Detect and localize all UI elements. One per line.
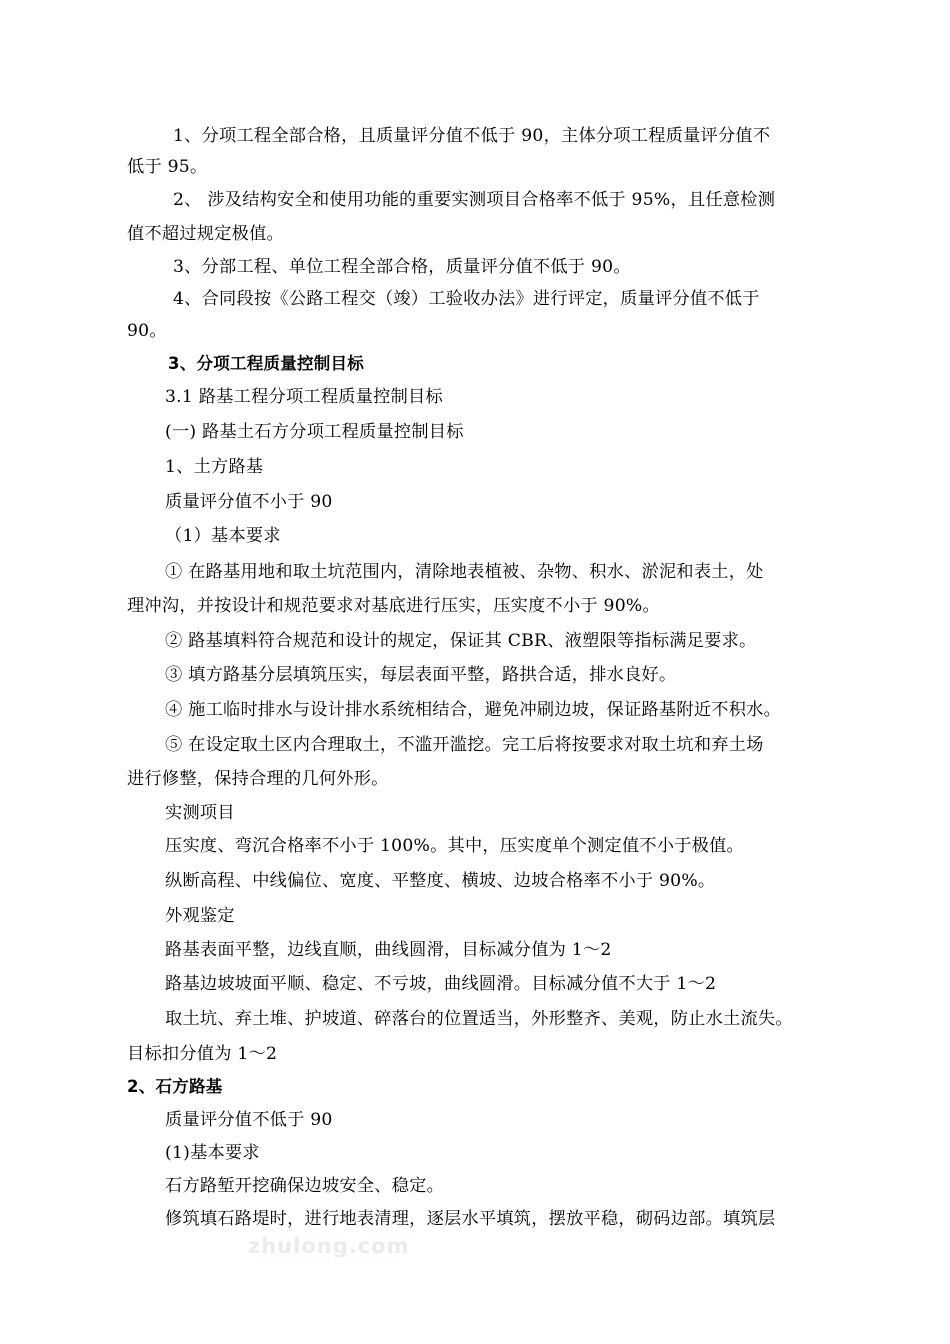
item-heading-rock-subgrade: 2、石方路基 <box>127 1077 223 1096</box>
rock-requirement-2: 修筑填石路堤时，进行地表清理，逐层水平填筑，摆放平稳，砌码边部。填筑层 <box>165 1209 776 1229</box>
appearance-borrow-pit-line-1: 取土坑、弃土堆、护坡道、碎落台的位置适当，外形整齐、美观，防止水土流失。 <box>165 1009 793 1029</box>
watermark-logo: zhulong.com <box>248 1234 410 1258</box>
criterion-2-line-2: 值不超过规定极值。 <box>127 224 284 244</box>
rock-requirement-1: 石方路堑开挖确保边坡安全、稳定。 <box>165 1176 445 1196</box>
appearance-heading: 外观鉴定 <box>165 906 235 926</box>
criterion-1-line-2: 低于 95。 <box>127 157 208 177</box>
measured-items-heading: 实测项目 <box>165 803 235 823</box>
criterion-3: 3、分部工程、单位工程全部合格，质量评分值不低于 90。 <box>173 257 631 277</box>
measured-item-compaction: 压实度、弯沉合格率不小于 100%。其中，压实度单个测定值不小于极值。 <box>165 836 744 856</box>
basic-requirements-heading-2: (1)基本要求 <box>165 1143 260 1163</box>
section-heading-3: 3、分项工程质量控制目标 <box>168 354 364 373</box>
quality-score-rock: 质量评分值不低于 90 <box>165 1110 333 1130</box>
appearance-surface: 路基表面平整，边线直顺，曲线圆滑，目标减分值为 1～2 <box>165 940 612 960</box>
requirement-5-line-2: 进行修整，保持合理的几何外形。 <box>127 769 389 789</box>
requirement-3: ③ 填方路基分层填筑压实，每层表面平整，路拱合适，排水良好。 <box>165 665 677 685</box>
measured-item-elevation: 纵断高程、中线偏位、宽度、平整度、横坡、边坡合格率不小于 90%。 <box>165 871 716 891</box>
requirement-1-line-2: 理冲沟，并按设计和规范要求对基底进行压实，压实度不小于 90%。 <box>127 596 660 616</box>
item-heading-soil-subgrade: 1、土方路基 <box>165 457 264 477</box>
subsection-heading-3-1: 3.1 路基工程分项工程质量控制目标 <box>165 387 443 407</box>
subsection-heading-earthwork: (一) 路基土石方分项工程质量控制目标 <box>165 422 464 442</box>
appearance-borrow-pit-line-2: 目标扣分值为 1～2 <box>127 1044 278 1064</box>
basic-requirements-heading-1: （1）基本要求 <box>165 526 281 546</box>
quality-score-soil: 质量评分值不小于 90 <box>165 492 333 512</box>
requirement-1-line-1: ① 在路基用地和取土坑范围内，清除地表植被、杂物、积水、淤泥和表土，处 <box>165 562 764 582</box>
requirement-2: ② 路基填料符合规范和设计的规定，保证其 CBR、液塑限等指标满足要求。 <box>165 631 757 651</box>
criterion-4-line-1: 4、合同段按《公路工程交（竣）工验收办法》进行评定，质量评分值不低于 <box>173 289 760 309</box>
criterion-1-line-1: 1、分项工程全部合格，且质量评分值不低于 90，主体分项工程质量评分值不 <box>173 126 771 146</box>
requirement-4: ④ 施工临时排水与设计排水系统相结合，避免冲刷边坡，保证路基附近不积水。 <box>165 700 782 720</box>
requirement-5-line-1: ⑤ 在设定取土区内合理取土，不滥开滥挖。完工后将按要求对取土坑和弃土场 <box>165 735 764 755</box>
criterion-2-line-1: 2、 涉及结构安全和使用功能的重要实测项目合格率不低于 95%，且任意检测 <box>173 190 776 210</box>
appearance-slope: 路基边坡坡面平顺、稳定、不亏坡，曲线圆滑。目标减分值不大于 1～2 <box>165 974 717 994</box>
criterion-4-line-2: 90。 <box>127 321 167 341</box>
